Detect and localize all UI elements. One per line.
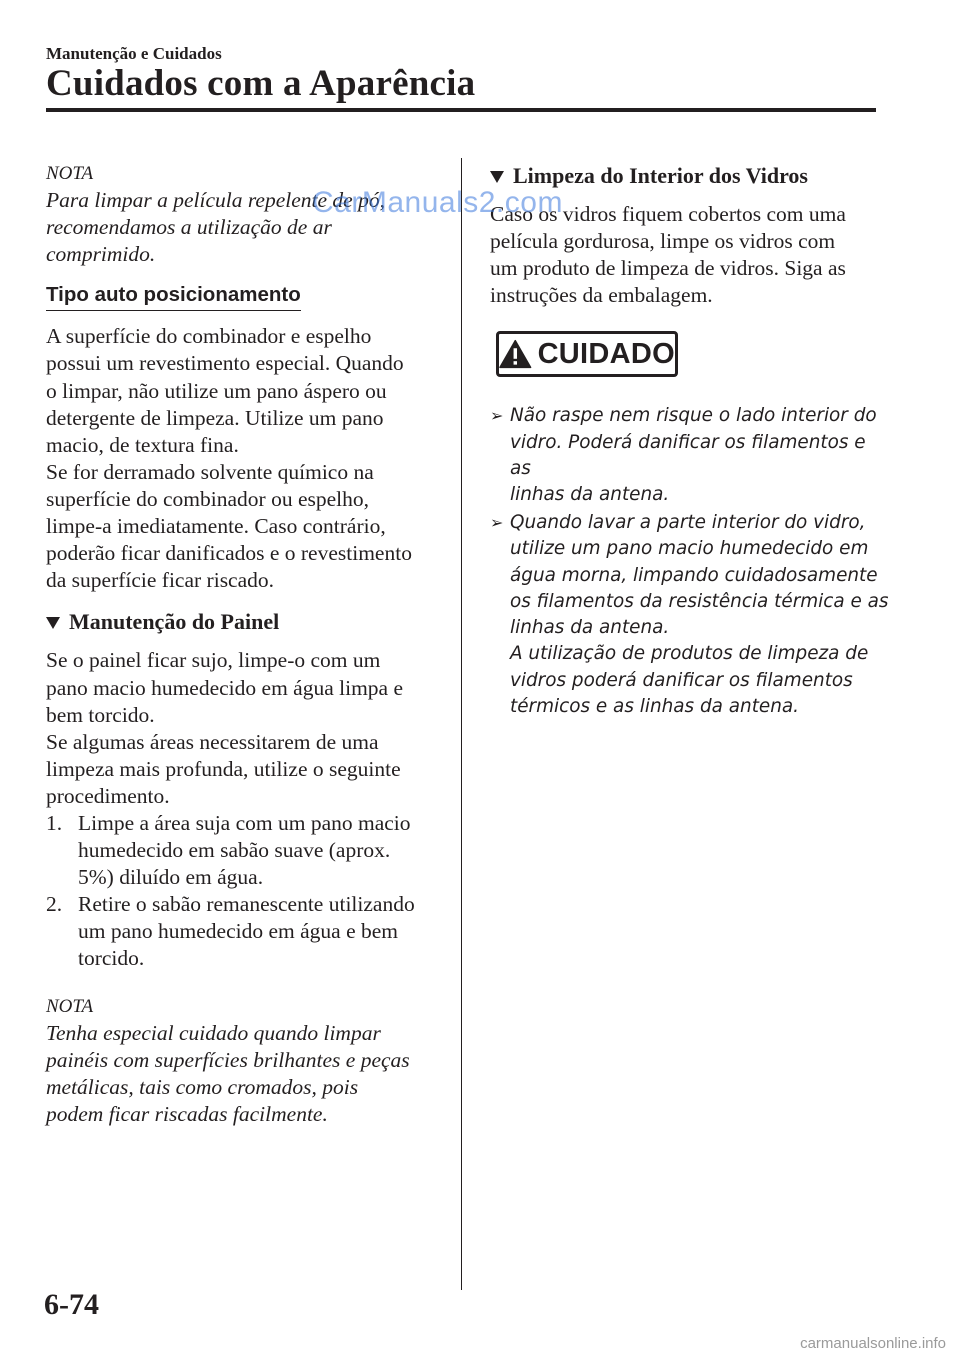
header-rule (46, 108, 876, 112)
text-line: pano macio humedecido em água limpa e (46, 675, 404, 700)
caution-list (490, 403, 890, 719)
paragraph (46, 323, 446, 594)
section-heading-text: Manutenção do Painel (69, 609, 280, 635)
text-line: limpe-a imediatamente. Caso contrário, (46, 514, 386, 539)
text-line: A superfície do combinador e espelho (46, 324, 372, 349)
caution-item-text (510, 510, 890, 720)
note-line: Para limpar a película repelente de pó, (46, 188, 385, 213)
subheading: Tipo auto posicionamento (46, 282, 301, 311)
note-heading: NOTA (46, 995, 94, 1017)
text-line: torcido. (78, 946, 145, 971)
caution-label: CUIDADO (537, 337, 675, 370)
caution-item-text (510, 403, 890, 508)
text-line: térmicos e as linhas da antena. (510, 695, 799, 717)
text-line: Quando lavar a parte interior do vidro, (510, 512, 866, 534)
text-line: humedecido em sabão suave (aprox. (78, 838, 391, 863)
paragraph (46, 647, 446, 810)
arrow-bullet-icon: ➢ (490, 406, 504, 426)
note-line: recomendamos a utilização de ar (46, 215, 332, 240)
text-line: Se for derramado solvente químico na (46, 459, 374, 484)
text-line: um pano humedecido em água e bem (78, 919, 399, 944)
text-line: vidro. Poderá danificar os filamentos e as (510, 431, 866, 479)
section-heading-text: Limpeza do Interior dos Vidros (513, 163, 808, 188)
text-line: superfície do combinador ou espelho, (46, 486, 370, 511)
column-divider (461, 158, 462, 1290)
note-heading: NOTA (46, 163, 94, 184)
text-line: linhas da antena. (510, 617, 670, 639)
list-item (46, 891, 446, 972)
arrow-bullet-icon: ➢ (490, 513, 504, 533)
note-line: Tenha especial cuidado quando limpar (46, 1020, 381, 1045)
caution-box (496, 331, 678, 377)
note-text (46, 1020, 446, 1128)
text-line: os filamentos da resistência térmica e as (510, 590, 889, 612)
text-line: Não raspe nem risque o lado interior do (510, 405, 877, 427)
text-line: o limpar, não utilize um pano áspero ou (46, 378, 387, 403)
text-line: 5%) diluído em água. (78, 865, 264, 890)
left-column (46, 160, 446, 1128)
list-number: 2. (46, 892, 63, 917)
note-line: painéis com superfícies brilhantes e peças (46, 1047, 410, 1072)
list-number: 1. (46, 810, 63, 835)
text-line: bem torcido. (46, 702, 155, 727)
section-heading (46, 608, 446, 635)
text-line: película gordurosa, limpe os vidros com (490, 229, 836, 254)
text-line: Caso os vidros fiquem cobertos com uma (490, 202, 846, 227)
note-line: podem ficar riscadas facilmente. (46, 1101, 328, 1126)
text-line: Retire o sabão remanescente utilizando (78, 892, 415, 917)
watermark: CarManuals2.com (312, 186, 563, 219)
triangle-down-icon (46, 617, 60, 629)
list-item (46, 810, 446, 891)
text-line: limpeza mais profunda, utilize o seguinte (46, 756, 401, 781)
page-title: Cuidados com a Aparência (46, 63, 476, 104)
text-line: Se o painel ficar sujo, limpe-o com um (46, 648, 381, 673)
text-line: água morna, limpando cuidadosamente (510, 564, 878, 586)
text-line: procedimento. (46, 783, 170, 808)
text-line: utilize um pano macio humedecido em (510, 538, 869, 560)
text-line: da superfície ficar riscado. (46, 568, 275, 593)
text-line: linhas da antena. (510, 484, 670, 506)
right-column (490, 160, 890, 722)
footer-site-link[interactable]: carmanualsonline.info (800, 1335, 946, 1352)
text-line: macio, de textura fina. (46, 432, 239, 457)
text-line: Limpe a área suja com um pano macio (78, 810, 411, 835)
triangle-down-icon (490, 171, 504, 183)
ordered-list (46, 810, 446, 973)
text-line: vidros poderá danificar os filamentos (510, 669, 853, 691)
warning-triangle-icon (499, 339, 532, 369)
list-item-text (78, 891, 446, 972)
text-line: um produto de limpeza de vidros. Siga as (490, 256, 846, 281)
page-number: 6-74 (44, 1288, 99, 1321)
text-line: detergente de limpeza. Utilize um pano (46, 405, 384, 430)
caution-item (490, 510, 890, 720)
caution-item (490, 403, 890, 508)
section-label: Manutenção e Cuidados (46, 44, 222, 63)
note-line: metálicas, tais como cromados, pois (46, 1074, 359, 1099)
text-line: poderão ficar danificados e o revestimento (46, 541, 412, 566)
text-line: instruções da embalagem. (490, 283, 713, 308)
note-line: comprimido. (46, 242, 156, 267)
text-line: A utilização de produtos de limpeza de (510, 643, 869, 665)
list-item-text (78, 810, 446, 891)
text-line: possui um revestimento especial. Quando (46, 351, 404, 376)
text-line: Se algumas áreas necessitarem de uma (46, 729, 379, 754)
